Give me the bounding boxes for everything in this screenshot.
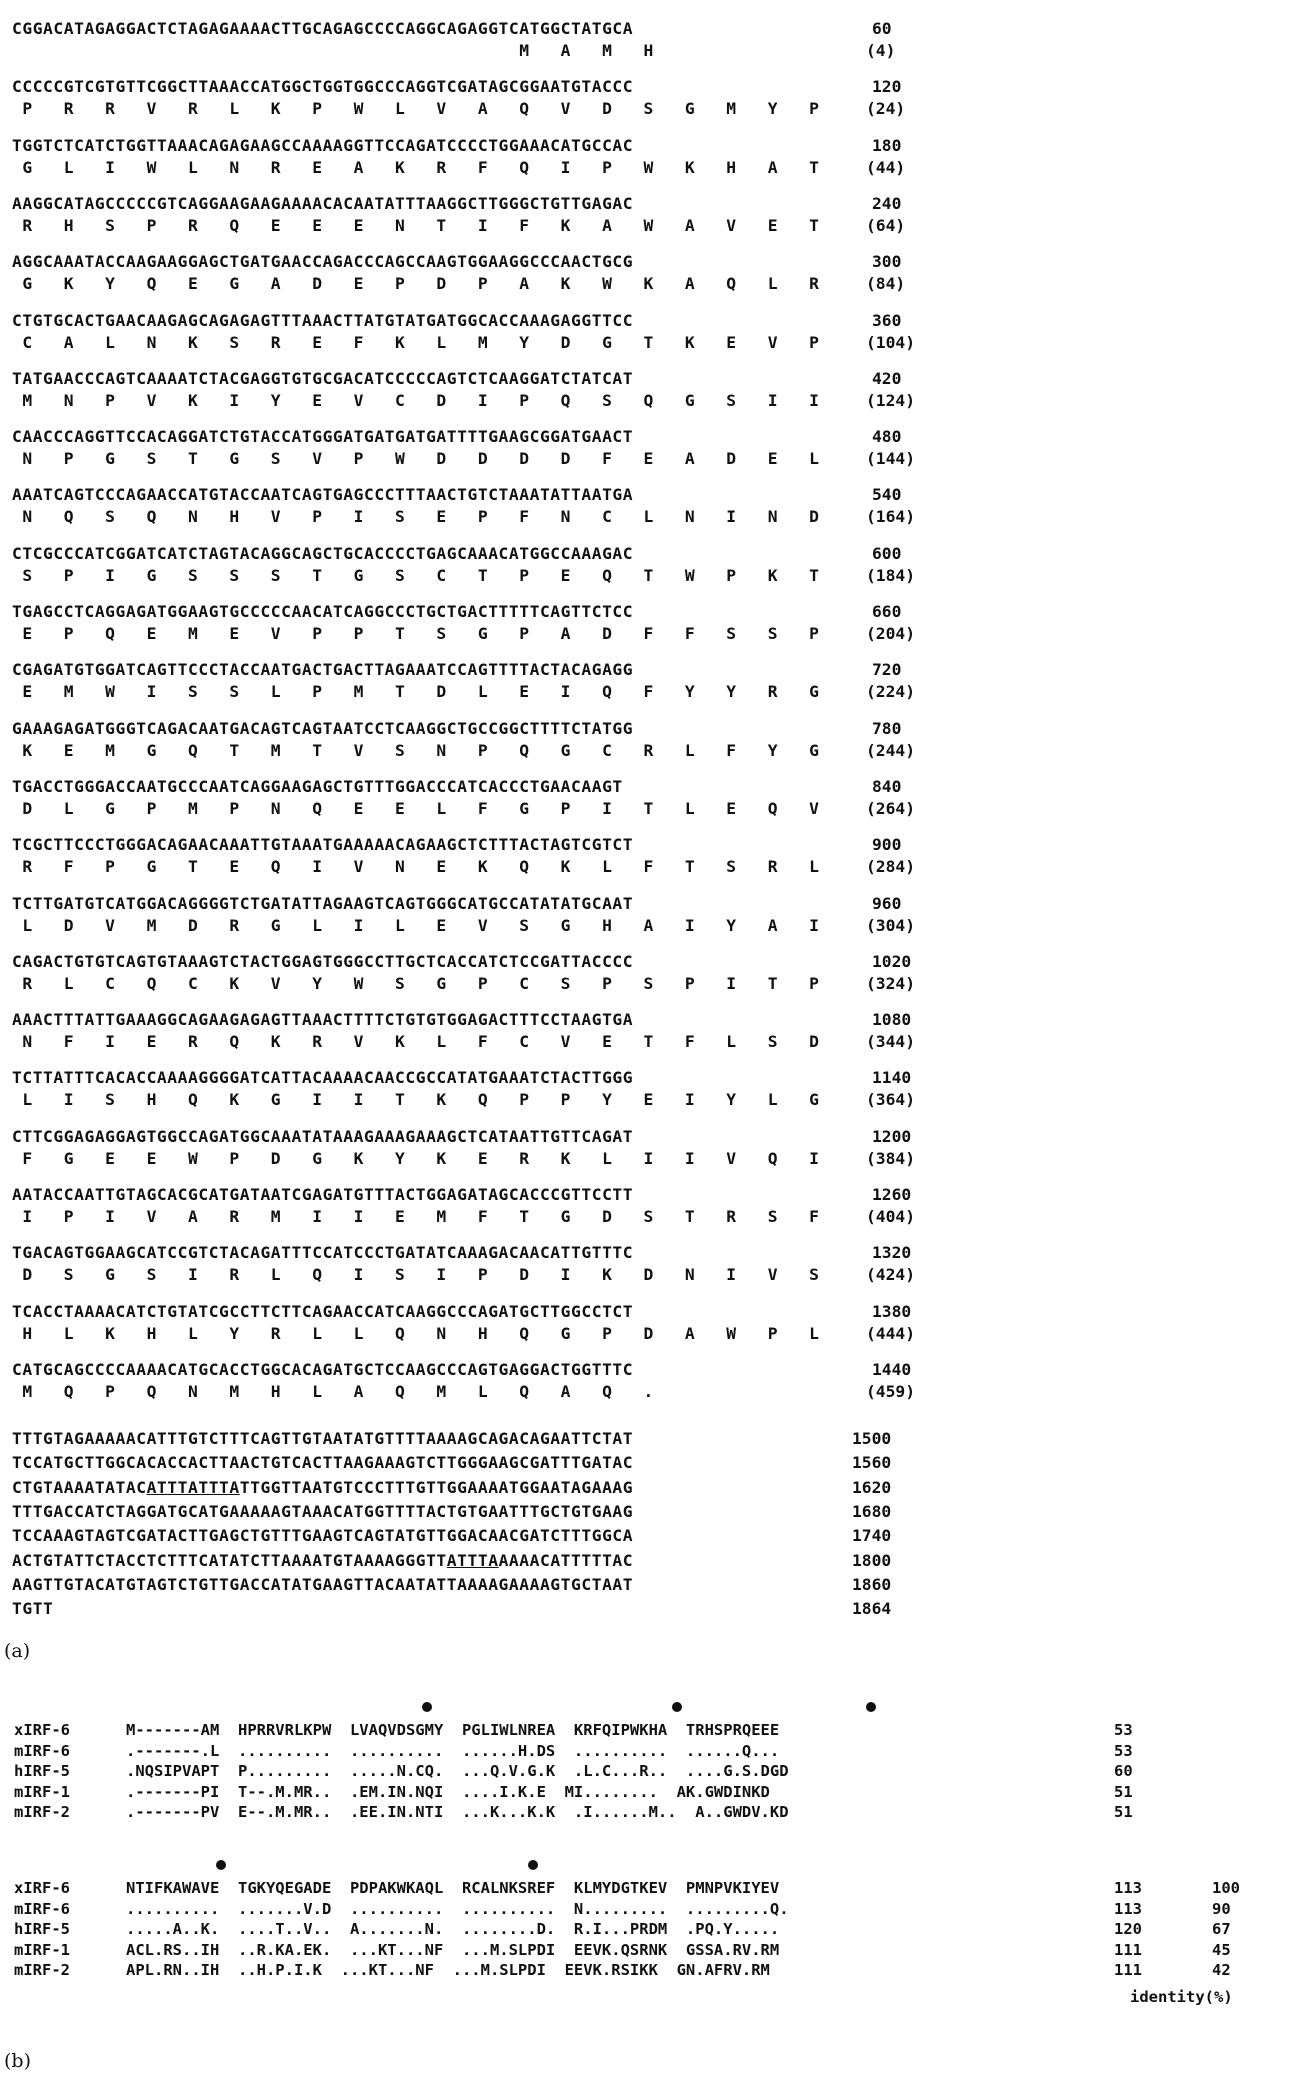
nucleotide-sequence: TCGCTTCCCTGGGACAGAACAAATTGTAAATGAAAAACAGAAGCTCTTTACTAGTCGTCT bbox=[12, 835, 634, 855]
sequence-row-pair bbox=[0, 76, 1296, 122]
amino-acid-sequence: F G E E W P D G K Y K E R K L I I V Q I bbox=[12, 1148, 820, 1168]
alignment-row bbox=[14, 1878, 1284, 1898]
amino-acid-position: (44) bbox=[866, 157, 906, 177]
amino-acid-position: (244) bbox=[866, 740, 916, 760]
nucleotide-sequence: AGGCAAATACCAAGAAGGAGCTGATGAACCAGACCCAGCCAAGTGGAAGGCCCAACTGCG bbox=[12, 252, 634, 272]
aligned-sequence: NTIFKAWAVE TGKYQEGADE PDPAKWKAQL RCALNKSREF KLMYDGTKEV PMNPVKIYEV bbox=[126, 1879, 780, 1897]
amino-acid-sequence: G L I W L N R E A K R F Q I P W K H A T bbox=[12, 157, 820, 177]
alignment-row bbox=[14, 1899, 1284, 1919]
sequence-row-pair bbox=[0, 135, 1296, 181]
amino-acid-position: (104) bbox=[866, 332, 916, 352]
residue-count: 113 bbox=[1114, 1899, 1142, 1918]
amino-acid-position: (384) bbox=[866, 1148, 916, 1168]
utr-sequence bbox=[12, 1428, 633, 1450]
utr-position: 1500 bbox=[852, 1429, 892, 1448]
nucleotide-sequence: TGGTCTCATCTGGTTAAACAGAGAAGCCAAAAGGTTCCAGATCCCCTGGAAACATGCCAC bbox=[12, 135, 634, 155]
utr-sequence bbox=[12, 1501, 633, 1523]
nucleotide-sequence: TGACAGTGGAAGCATCCGTCTACAGATTTCCATCCCTGATATCAAAGACAACATTGTTTC bbox=[12, 1243, 634, 1263]
sequence-row-pair bbox=[0, 1359, 1296, 1405]
tryptophan-marker-dot bbox=[422, 1702, 432, 1712]
alignment-row bbox=[14, 1802, 1284, 1822]
utr-sequence-part: TCCAAAGTAGTCGATACTTGAGCTGTTTGAAGTCAGTATGTTGGACAACGATCTTTGGCA bbox=[12, 1526, 634, 1546]
residue-count: 51 bbox=[1114, 1803, 1133, 1821]
utr-position: 1800 bbox=[852, 1550, 892, 1570]
identity-percent: 42 bbox=[1212, 1961, 1231, 1979]
nucleotide-position: 1020 bbox=[872, 951, 912, 971]
aligned-sequence: .....A..K. ....T..V.. A.......N. ........D. R.I...PRDM .PQ.Y..... bbox=[126, 1920, 780, 1938]
nucleotide-position: 840 bbox=[872, 776, 902, 796]
sequence-row-pair bbox=[0, 834, 1296, 880]
amino-acid-position: (84) bbox=[866, 274, 906, 294]
nucleotide-position: 120 bbox=[872, 77, 902, 97]
amino-acid-sequence: I P I V A R M I I E M F T G D S T R S F bbox=[12, 1207, 820, 1226]
sequence-row-pair bbox=[0, 426, 1296, 472]
protein-name: mIRF-6 bbox=[14, 1741, 70, 1760]
nucleotide-position: 780 bbox=[872, 718, 902, 738]
residue-count: 120 bbox=[1114, 1920, 1142, 1938]
alignment-row bbox=[14, 1720, 1284, 1740]
nucleotide-position: 1140 bbox=[872, 1068, 912, 1088]
nucleotide-sequence: TCACCTAAAACATCTGTATCGCCTTCTTCAGAACCATCAAGGCCCAGATGCTTGGCCTCT bbox=[12, 1301, 634, 1321]
amino-acid-sequence: K E M G Q T M T V S N P Q G C R L F Y G bbox=[12, 740, 820, 760]
nucleotide-sequence: TGACCTGGGACCAATGCCCAATCAGGAAGAGCTGTTTGGACCCATCACCCTGAACAAGT bbox=[12, 776, 623, 796]
nucleotide-position: 300 bbox=[872, 252, 902, 272]
nucleotide-position: 1440 bbox=[872, 1359, 912, 1379]
utr-sequence-part: TGTT bbox=[12, 1599, 54, 1619]
amino-acid-sequence: H L K H L Y R L L Q N H Q G P D A W P L bbox=[12, 1323, 820, 1343]
tryptophan-marker-dot bbox=[672, 1702, 682, 1712]
nucleotide-sequence: GAAAGAGATGGGTCAGACAATGACAGTCAGTAATCCTCAAGGCTGCCGGCTTTTCTATGG bbox=[12, 718, 634, 738]
protein-name: xIRF-6 bbox=[14, 1879, 70, 1897]
aligned-sequence: APL.RN..IH ..H.P.I.K ...KT...NF ...M.SLPDI EEVK.RSIKK GN.AFRV.RM bbox=[126, 1961, 770, 1979]
residue-count: 53 bbox=[1114, 1741, 1133, 1760]
amino-acid-sequence: L D V M D R G L I L E V S G H A I Y A I bbox=[12, 915, 820, 935]
nucleotide-sequence: TCTTGATGTCATGGACAGGGGTCTGATATTAGAAGTCAGTGGGCATGCCATATATGCAAT bbox=[12, 893, 634, 913]
amino-acid-position: (364) bbox=[866, 1090, 916, 1110]
nucleotide-sequence: AAACTTTATTGAAAGGCAGAAGAGAGTTAAACTTTTCTGTGTGGAGACTTTCCTAAGTGA bbox=[12, 1010, 634, 1030]
nucleotide-position: 480 bbox=[872, 427, 902, 447]
identity-percent: 45 bbox=[1212, 1940, 1231, 1959]
nucleotide-position: 660 bbox=[872, 602, 902, 621]
amino-acid-position: (144) bbox=[866, 449, 916, 469]
amino-acid-sequence: P R R V R L K P W L V A Q V D S G M Y P bbox=[12, 99, 820, 119]
sequence-row-pair bbox=[0, 951, 1296, 997]
aligned-sequence: .-------PV E--.M.MR.. .EE.IN.NTI ...K...K.K .I......M.. A..GWDV.KD bbox=[126, 1803, 789, 1821]
amino-acid-sequence: N Q S Q N H V P I S E P F N C L N I N D bbox=[12, 507, 820, 527]
nucleotide-sequence: CGAGATGTGGATCAGTTCCCTACCAATGACTGACTTAGAAATCCAGTTTTACTACAGAGG bbox=[12, 660, 634, 680]
utr-sequence-part: CTGTAAAATATAC bbox=[12, 1477, 147, 1497]
nucleotide-position: 900 bbox=[872, 835, 902, 855]
alignment-row bbox=[14, 1940, 1284, 1960]
residue-count: 51 bbox=[1114, 1782, 1133, 1801]
aligned-sequence: .NQSIPVAPT P......... .....N.CQ. ...Q.V.G.K .L.C...R.. ....G.S.DGD bbox=[126, 1762, 789, 1780]
identity-percent: 90 bbox=[1212, 1899, 1231, 1918]
sequence-row-pair bbox=[0, 1126, 1296, 1172]
utr-sequence-part: TCCATGCTTGGCACACCACTTAACTGTCACTTAAGAAAGTCTTGGGAAGCGATTTGATAC bbox=[12, 1453, 634, 1473]
utr-position: 1560 bbox=[852, 1453, 892, 1473]
utr-sequence bbox=[12, 1525, 633, 1547]
sequence-row-pair bbox=[0, 1301, 1296, 1347]
tryptophan-marker-dot bbox=[216, 1860, 226, 1870]
amino-acid-sequence: D L G P M P N Q E E L F G P I T L E Q V bbox=[12, 798, 820, 818]
amino-acid-position: (24) bbox=[866, 99, 906, 119]
sequence-row-pair bbox=[0, 18, 1296, 64]
residue-count: 53 bbox=[1114, 1721, 1133, 1739]
amino-acid-sequence: M Q P Q N M H L A Q M L Q A Q . bbox=[12, 1381, 654, 1401]
amino-acid-sequence: M A M H bbox=[12, 41, 654, 60]
protein-name: hIRF-5 bbox=[14, 1762, 70, 1780]
utr-sequence-part: AAGTTGTACATGTAGTCTGTTGACCATATGAAGTTACAATATTAAAAGAAAAGTGCTAAT bbox=[12, 1574, 634, 1594]
nucleotide-sequence: TGAGCCTCAGGAGATGGAAGTGCCCCCAACATCAGGCCCTGCTGACTTTTTCAGTTCTCC bbox=[12, 602, 634, 621]
sequence-row-pair bbox=[0, 893, 1296, 939]
panel-a-label: (a) bbox=[4, 1640, 31, 1662]
alignment-row bbox=[14, 1960, 1284, 1980]
nucleotide-sequence: CCCCCGTCGTGTTCGGCTTAAACCATGGCTGGTGGCCCAGGTCGATAGCGGAATGTACCC bbox=[12, 77, 634, 97]
sequence-row-pair bbox=[0, 1067, 1296, 1113]
nucleotide-sequence: AATACCAATTGTAGCACGCATGATAATCGAGATGTTTACTGGAGATAGCACCCGTTCCTT bbox=[12, 1185, 634, 1204]
identity-percent: 100 bbox=[1212, 1879, 1240, 1897]
aligned-sequence: .......... .......V.D .......... .......... N......... .........Q. bbox=[126, 1899, 789, 1918]
aligned-sequence: ACL.RS..IH ..R.KA.EK. ...KT...NF ...M.SLPDI EEVK.QSRNK GSSA.RV.RM bbox=[126, 1940, 780, 1959]
residue-count: 111 bbox=[1114, 1961, 1142, 1979]
alignment-row bbox=[14, 1919, 1284, 1939]
nucleotide-sequence: CATGCAGCCCCAAAACATGCACCTGGCACAGATGCTCCAAGCCCAGTGAGGACTGGTTTC bbox=[12, 1359, 634, 1379]
residue-count: 113 bbox=[1114, 1879, 1142, 1897]
amino-acid-sequence: N F I E R Q K R V K L F C V E T F L S D bbox=[12, 1032, 820, 1052]
identity-column-label: identity(%) bbox=[1130, 1988, 1233, 2006]
nucleotide-sequence: AAGGCATAGCCCCCGTCAGGAAGAAGAAAACACAATATTTAAGGCTTGGGCTGTTGAGAC bbox=[12, 193, 634, 213]
nucleotide-position: 240 bbox=[872, 193, 902, 213]
protein-name: xIRF-6 bbox=[14, 1721, 70, 1739]
protein-name: mIRF-1 bbox=[14, 1940, 70, 1959]
sequence-row-pair bbox=[0, 251, 1296, 297]
amino-acid-sequence: R F P G T E Q I V N E K Q K L F T S R L bbox=[12, 857, 820, 877]
amino-acid-sequence: E P Q E M E V P P T S G P A D F F S S P bbox=[12, 624, 820, 643]
nucleotide-position: 360 bbox=[872, 310, 902, 330]
amino-acid-sequence: G K Y Q E G A D E P D P A K W K A Q L R bbox=[12, 274, 820, 294]
amino-acid-sequence: E M W I S S L P M T D L E I Q F Y Y R G bbox=[12, 682, 820, 702]
utr-sequence-part: AAAACATTTTTAC bbox=[498, 1550, 634, 1570]
sequence-row-pair bbox=[0, 193, 1296, 239]
nucleotide-sequence: CTTCGGAGAGGAGTGGCCAGATGGCAAATATAAAGAAAGAAAGCTCATAATTGTTCAGAT bbox=[12, 1126, 634, 1146]
sequence-row-pair bbox=[0, 368, 1296, 414]
utr-sequence-part: TTTGTAGAAAAACATTTGTCTTTCAGTTGTAATATGTTTTAAAAGCAGACAGAATTCTAT bbox=[12, 1429, 634, 1448]
nucleotide-position: 960 bbox=[872, 893, 902, 913]
utr-sequence-part: TTTGACCATCTAGGATGCATGAAAAAGTAAACATGGTTTTACTGTGAATTTGCTGTGAAG bbox=[12, 1501, 634, 1521]
nucleotide-sequence: CGGACATAGAGGACTCTAGAGAAAACTTGCAGAGCCCCAGGCAGAGGTCATGGCTATGCA bbox=[12, 19, 634, 38]
amino-acid-sequence: C A L N K S R E F K L M Y D G T K E V P bbox=[12, 332, 820, 352]
sequence-row-pair bbox=[0, 601, 1296, 647]
amino-acid-position: (424) bbox=[866, 1265, 916, 1285]
amino-acid-position: (444) bbox=[866, 1323, 916, 1343]
amino-acid-sequence: N P G S T G S V P W D D D D F E A D E L bbox=[12, 449, 820, 469]
panel-b-label: (b) bbox=[4, 2050, 31, 2072]
protein-name: mIRF-2 bbox=[14, 1803, 70, 1821]
nucleotide-sequence: AAATCAGTCCCAGAACCATGTACCAATCAGTGAGCCCTTTAACTGTCTAAATATTAATGA bbox=[12, 485, 634, 505]
amino-acid-sequence: R L C Q C K V Y W S G P C S P S P I T P bbox=[12, 973, 820, 993]
amino-acid-position: (344) bbox=[866, 1032, 916, 1052]
amino-acid-position: (284) bbox=[866, 857, 916, 877]
tryptophan-marker-dot bbox=[866, 1702, 876, 1712]
protein-name: hIRF-5 bbox=[14, 1920, 70, 1938]
protein-name: mIRF-1 bbox=[14, 1782, 70, 1801]
nucleotide-position: 60 bbox=[872, 19, 892, 38]
amino-acid-position: (124) bbox=[866, 390, 916, 410]
nucleotide-position: 1320 bbox=[872, 1243, 912, 1263]
aligned-sequence: .-------PI T--.M.MR.. .EM.IN.NQI ....I.K.E MI........ AK.GWDINKD bbox=[126, 1782, 770, 1801]
aligned-sequence: M-------AM HPRRVRLKPW LVAQVDSGMY PGLIWLNREA KRFQIPWKHA TRHSPRQEEE bbox=[126, 1721, 780, 1739]
amino-acid-position: (164) bbox=[866, 507, 916, 527]
utr-sequence bbox=[12, 1574, 633, 1596]
amino-acid-position: (204) bbox=[866, 624, 916, 643]
sequence-row-pair bbox=[0, 1242, 1296, 1288]
utr-sequence bbox=[12, 1452, 633, 1474]
protein-name: mIRF-2 bbox=[14, 1961, 70, 1979]
residue-count: 60 bbox=[1114, 1762, 1133, 1780]
utr-position: 1860 bbox=[852, 1574, 892, 1594]
alignment-row bbox=[14, 1761, 1284, 1781]
nucleotide-sequence: CAACCCAGGTTCCACAGGATCTGTACCATGGGATGATGATGATTTTGAAGCGGATGAACT bbox=[12, 427, 634, 447]
nucleotide-sequence: CTGTGCACTGAACAAGAGCAGAGAGTTTAAACTTATGTATGATGGCACCAAAGAGGTTCC bbox=[12, 310, 634, 330]
sequence-row-pair bbox=[0, 1184, 1296, 1230]
nucleotide-position: 1380 bbox=[872, 1301, 912, 1321]
nucleotide-sequence: CTCGCCCATCGGATCATCTAGTACAGGCAGCTGCACCCCTGAGCAAACATGGCCAAAGAC bbox=[12, 543, 634, 563]
alignment-row bbox=[14, 1782, 1284, 1802]
nucleotide-position: 420 bbox=[872, 368, 902, 388]
utr-sequence-part: TTGGTTAATGTCCCTTTGTTGGAAAATGGAATAGAAAG bbox=[239, 1477, 634, 1497]
amino-acid-position: (324) bbox=[866, 973, 916, 993]
sequence-row-pair bbox=[0, 718, 1296, 764]
amino-acid-position: (64) bbox=[866, 215, 906, 235]
sequence-row-pair bbox=[0, 484, 1296, 530]
nucleotide-position: 1080 bbox=[872, 1010, 912, 1030]
underlined-are-motif: ATTTA bbox=[446, 1550, 499, 1570]
amino-acid-sequence: D S G S I R L Q I S I P D I K D N I V S bbox=[12, 1265, 820, 1285]
amino-acid-position: (264) bbox=[866, 798, 916, 818]
nucleotide-position: 180 bbox=[872, 135, 902, 155]
amino-acid-sequence: R H S P R Q E E E N T I F K A W A V E T bbox=[12, 215, 820, 235]
protein-name: mIRF-6 bbox=[14, 1899, 70, 1918]
utr-sequence-part: ACTGTATTCTACCTCTTTCATATCTTAAAATGTAAAAGGGTT bbox=[12, 1550, 447, 1570]
amino-acid-position: (459) bbox=[866, 1381, 916, 1401]
utr-sequence bbox=[12, 1477, 633, 1499]
amino-acid-sequence: L I S H Q K G I I T K Q P P Y E I Y L G bbox=[12, 1090, 820, 1110]
amino-acid-sequence: M N P V K I Y E V C D I P Q S Q G S I I bbox=[12, 390, 820, 410]
utr-position: 1740 bbox=[852, 1526, 892, 1546]
nucleotide-position: 600 bbox=[872, 543, 902, 563]
nucleotide-position: 1260 bbox=[872, 1185, 912, 1204]
nucleotide-sequence: CAGACTGTGTCAGTGTAAAGTCTACTGGAGTGGGCCTTGCTCACCATCTCCGATTACCCC bbox=[12, 951, 634, 971]
utr-position: 1620 bbox=[852, 1477, 892, 1497]
utr-position: 1680 bbox=[852, 1501, 892, 1521]
amino-acid-position: (4) bbox=[866, 41, 896, 60]
nucleotide-position: 720 bbox=[872, 660, 902, 680]
nucleotide-position: 1200 bbox=[872, 1126, 912, 1146]
tryptophan-marker-dot bbox=[528, 1860, 538, 1870]
utr-position: 1864 bbox=[852, 1599, 892, 1619]
residue-count: 111 bbox=[1114, 1940, 1142, 1959]
underlined-are-motif: ATTTATTTA bbox=[146, 1477, 240, 1497]
sequence-row-pair bbox=[0, 659, 1296, 705]
nucleotide-sequence: TATGAACCCAGTCAAAATCTACGAGGTGTGCGACATCCCCCAGTCTCAAGGATCTATCAT bbox=[12, 368, 634, 388]
identity-percent: 67 bbox=[1212, 1920, 1231, 1938]
sequence-row-pair bbox=[0, 1009, 1296, 1055]
sequence-row-pair bbox=[0, 543, 1296, 589]
nucleotide-sequence: TCTTATTTCACACCAAAAGGGGATCATTACAAAACAACCGCCATATGAAATCTACTTGGG bbox=[12, 1068, 634, 1088]
amino-acid-position: (184) bbox=[866, 565, 916, 585]
utr-sequence bbox=[12, 1598, 53, 1620]
amino-acid-position: (304) bbox=[866, 915, 916, 935]
amino-acid-sequence: S P I G S S S T G S C T P E Q T W P K T bbox=[12, 565, 820, 585]
aligned-sequence: .-------.L .......... .......... ......H.DS .......... ......Q... bbox=[126, 1741, 780, 1760]
utr-sequence bbox=[12, 1550, 633, 1572]
sequence-row-pair bbox=[0, 776, 1296, 822]
alignment-row bbox=[14, 1741, 1284, 1761]
sequence-row-pair bbox=[0, 310, 1296, 356]
amino-acid-position: (404) bbox=[866, 1207, 916, 1226]
nucleotide-position: 540 bbox=[872, 485, 902, 505]
amino-acid-position: (224) bbox=[866, 682, 916, 702]
